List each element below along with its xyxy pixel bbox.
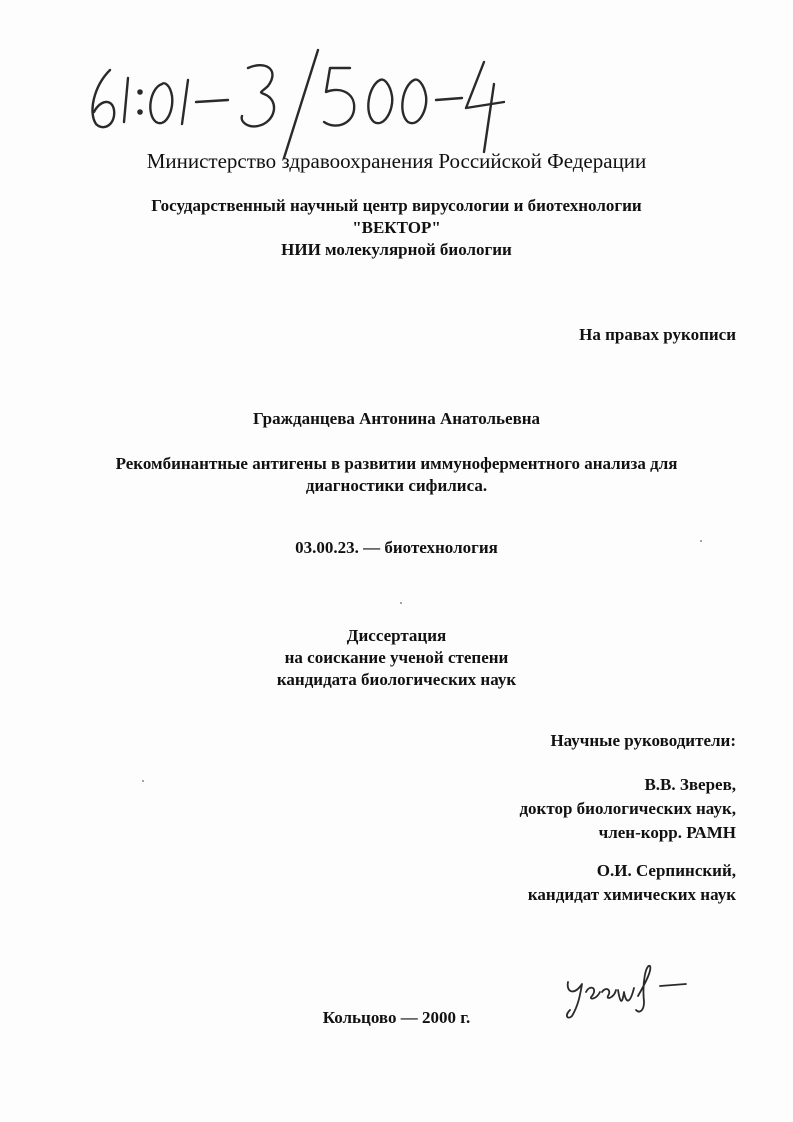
organization-line-2: "ВЕКТОР"	[352, 218, 441, 237]
supervisor-2-title-1: кандидат химических наук	[527, 885, 736, 904]
supervisor-1-name: В.В. Зверев,	[644, 775, 736, 794]
supervisor-1-title-2: член-корр. РАМН	[598, 823, 736, 842]
degree-line-1: Диссертация	[346, 626, 447, 645]
supervisor-2-block	[528, 859, 736, 907]
ministry-name: Министерство здравоохранения Российской Федерации	[146, 149, 647, 173]
supervisor-1-title-1: доктор биологических наук,	[519, 799, 736, 818]
supervisor-1-block	[519, 773, 736, 845]
supervisor-2-name: О.И. Серпинский,	[596, 861, 736, 880]
manuscript-note: На правах рукописи	[579, 325, 736, 344]
handwritten-archive-mark	[80, 40, 520, 160]
author-name: Гражданцева Антонина Анатольевна	[252, 409, 541, 428]
degree-line-3: кандидата биологических наук	[276, 670, 517, 689]
degree-line-2: на соискание ученой степени	[284, 648, 509, 667]
scan-speck	[400, 602, 402, 604]
dissertation-title-line-1: Рекомбинантные антигены в развитии иммуноферментного анализа для	[115, 454, 678, 473]
place-and-year: Кольцово — 2000 г.	[322, 1008, 471, 1027]
organization-line-1: Государственный научный центр вирусологии и биотехнологии	[151, 196, 642, 215]
scan-speck	[142, 780, 144, 782]
scan-speck	[700, 540, 702, 542]
supervisors-heading: Научные руководители:	[550, 731, 736, 750]
dissertation-title-line-2: диагностики сифилиса.	[305, 476, 488, 495]
specialty-code: 03.00.23. — биотехнология	[295, 538, 498, 557]
organization-line-3: НИИ молекулярной биологии	[281, 240, 512, 259]
